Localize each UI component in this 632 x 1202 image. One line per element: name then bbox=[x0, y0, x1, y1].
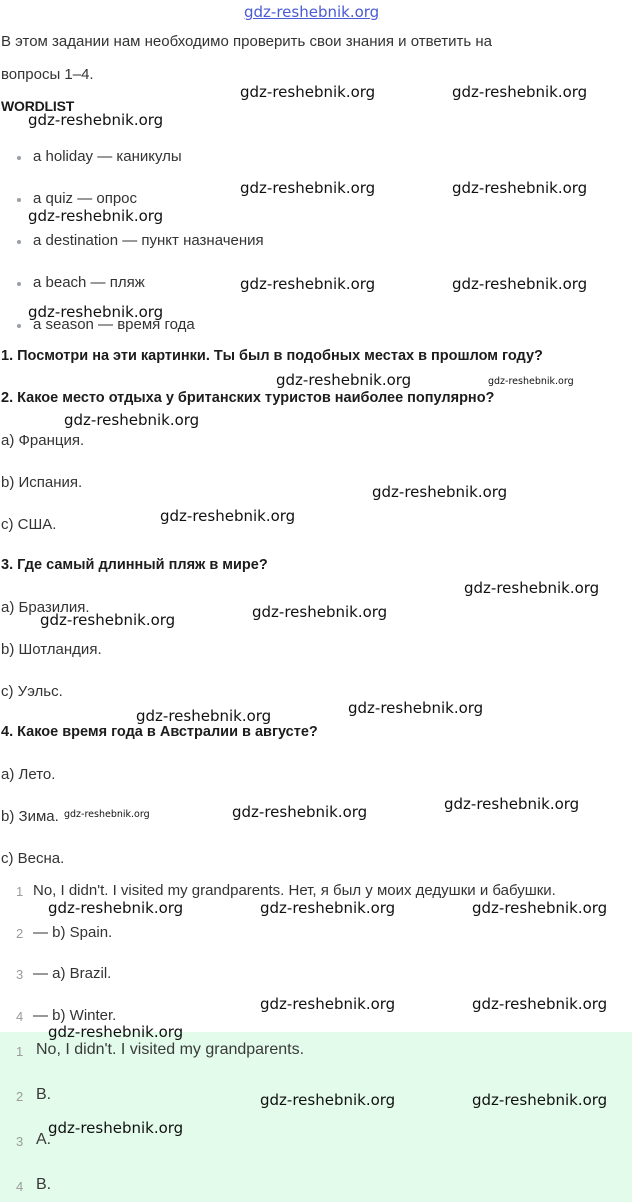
watermark: gdz-reshebnik.org bbox=[452, 179, 588, 197]
answer-item: — a) Brazil. bbox=[33, 965, 112, 982]
question-4-option-b: b) Зима. bbox=[1, 808, 59, 825]
watermark: gdz-reshebnik.org bbox=[48, 1119, 184, 1137]
short-answer-item: B. bbox=[36, 1176, 52, 1193]
watermark: gdz-reshebnik.org bbox=[28, 111, 164, 129]
bullet-icon bbox=[17, 282, 21, 286]
watermark: gdz-reshebnik.org bbox=[488, 376, 574, 387]
answer-item: — b) Winter. bbox=[33, 1007, 117, 1024]
wordlist-item: a quiz — опрос bbox=[33, 190, 138, 207]
wordlist-title: WORDLIST bbox=[1, 98, 75, 114]
bullet-icon bbox=[17, 324, 21, 328]
answer-number: 2 bbox=[16, 926, 24, 941]
answer-number: 1 bbox=[16, 884, 24, 899]
watermark: gdz-reshebnik.org bbox=[64, 809, 150, 820]
short-answer-item: A. bbox=[36, 1131, 52, 1148]
watermark: gdz-reshebnik.org bbox=[240, 83, 376, 101]
watermark: gdz-reshebnik.org bbox=[48, 899, 184, 917]
watermark: gdz-reshebnik.org bbox=[64, 411, 200, 429]
answer-number: 3 bbox=[16, 967, 24, 982]
watermark: gdz-reshebnik.org bbox=[260, 995, 396, 1013]
watermark: gdz-reshebnik.org bbox=[252, 603, 388, 621]
short-answer-number: 2 bbox=[16, 1089, 24, 1104]
question-3-option-b: b) Шотландия. bbox=[1, 641, 102, 658]
intro-line-1: В этом задании нам необходимо проверить свои знания и ответить на bbox=[1, 33, 492, 50]
question-4-option-c: c) Весна. bbox=[1, 850, 65, 867]
watermark: gdz-reshebnik.org bbox=[452, 275, 588, 293]
watermark: gdz-reshebnik.org bbox=[160, 507, 296, 525]
bullet-icon bbox=[17, 240, 21, 244]
question-2-option-a: a) Франция. bbox=[1, 432, 85, 449]
short-answer-item: B. bbox=[36, 1086, 52, 1103]
answer-item: — b) Spain. bbox=[33, 924, 113, 941]
question-4-option-a: a) Лето. bbox=[1, 766, 56, 783]
intro-line-2: вопросы 1–4. bbox=[1, 66, 94, 83]
question-4: 4. Какое время года в Австралии в августе? bbox=[1, 724, 318, 740]
watermark: gdz-reshebnik.org bbox=[232, 803, 368, 821]
watermark: gdz-reshebnik.org bbox=[472, 1091, 608, 1109]
watermark: gdz-reshebnik.org bbox=[136, 707, 272, 725]
watermark: gdz-reshebnik.org bbox=[444, 795, 580, 813]
watermark: gdz-reshebnik.org bbox=[472, 899, 608, 917]
watermark: gdz-reshebnik.org bbox=[372, 483, 508, 501]
wordlist-item: a destination — пункт назначения bbox=[33, 232, 264, 249]
short-answer-number: 1 bbox=[16, 1044, 24, 1059]
watermark: gdz-reshebnik.org bbox=[240, 179, 376, 197]
watermark: gdz-reshebnik.org bbox=[276, 371, 412, 389]
watermark: gdz-reshebnik.org bbox=[48, 1023, 184, 1041]
watermark: gdz-reshebnik.org bbox=[452, 83, 588, 101]
question-3: 3. Где самый длинный пляж в мире? bbox=[1, 557, 268, 573]
short-answer-item: No, I didn't. I visited my grandparents. bbox=[36, 1041, 305, 1058]
site-header-link[interactable]: gdz-reshebnik.org bbox=[244, 3, 380, 21]
question-2-option-b: b) Испания. bbox=[1, 474, 83, 491]
question-2: 2. Какое место отдыха у британских туристов наиболее популярно? bbox=[1, 390, 495, 406]
watermark: gdz-reshebnik.org bbox=[464, 579, 600, 597]
watermark: gdz-reshebnik.org bbox=[28, 207, 164, 225]
wordlist-item: a beach — пляж bbox=[33, 274, 145, 291]
bullet-icon bbox=[17, 198, 21, 202]
watermark: gdz-reshebnik.org bbox=[40, 611, 176, 629]
question-3-option-c: c) Уэльс. bbox=[1, 683, 63, 700]
short-answer-number: 3 bbox=[16, 1134, 24, 1149]
wordlist-item: a season — время года bbox=[33, 316, 195, 333]
answer-item: No, I didn't. I visited my grandparents. Нет, я был у моих дедушки и бабушки. bbox=[33, 882, 556, 899]
answer-number: 4 bbox=[16, 1009, 24, 1024]
question-2-option-c: c) США. bbox=[1, 516, 57, 533]
watermark: gdz-reshebnik.org bbox=[28, 303, 164, 321]
watermark: gdz-reshebnik.org bbox=[348, 699, 484, 717]
watermark: gdz-reshebnik.org bbox=[260, 899, 396, 917]
question-3-option-a: a) Бразилия. bbox=[1, 599, 90, 616]
bullet-icon bbox=[17, 156, 21, 160]
watermark: gdz-reshebnik.org bbox=[240, 275, 376, 293]
watermark: gdz-reshebnik.org bbox=[472, 995, 608, 1013]
watermark: gdz-reshebnik.org bbox=[260, 1091, 396, 1109]
short-answer-number: 4 bbox=[16, 1179, 24, 1194]
question-1: 1. Посмотри на эти картинки. Ты был в подобных местах в прошлом году? bbox=[1, 348, 543, 364]
wordlist-item: a holiday — каникулы bbox=[33, 148, 182, 165]
